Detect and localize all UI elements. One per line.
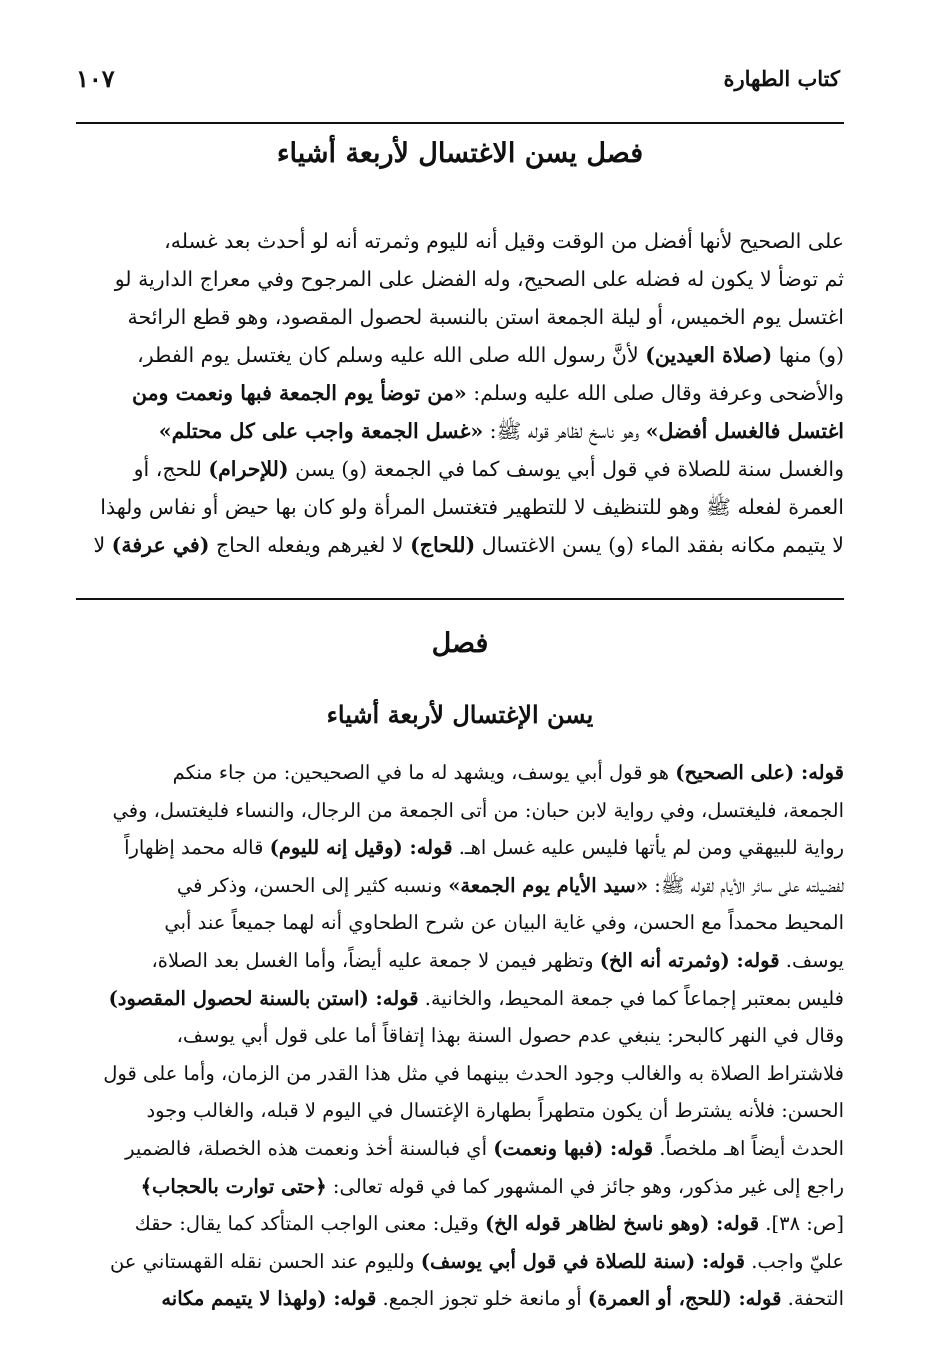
text-line xyxy=(76,1205,844,1243)
emphasized-text: (صلاة العيدين) xyxy=(645,343,773,367)
commentary-block xyxy=(76,754,844,1318)
emphasized-text: اغتسل فالغسل أفضل» xyxy=(645,419,844,443)
text-segment: لا لغيرهم ويفعله الحاج xyxy=(209,533,411,557)
text-segment: العمرة لفعله ﷺ وهو للتنظيف لا للتطهير فتغتسل المرأة ولو كان بها حيض أو نفاس ولهذا xyxy=(100,495,844,519)
text-segment: (و) منها xyxy=(772,343,844,367)
emphasized-text: «غسل الجمعة واجب على كل محتلم» xyxy=(158,419,484,443)
text-segment: الحسن: فلأنه يشترط أن يكون متطهراً بطهارة الإغتسال في اليوم لا قبله، والغالب وجود xyxy=(146,1099,844,1123)
emphasized-text: (للحاج) xyxy=(410,533,476,557)
text-segment: وهو ناسخ لظاهر قوله ﷺ: xyxy=(483,419,646,443)
text-segment: الحدث أيضاً اهـ ملخصاً. xyxy=(653,1136,844,1160)
text-segment: أو مانعة خلو تجوز الجمع. xyxy=(376,1287,588,1311)
text-line xyxy=(76,829,844,867)
emphasized-text: قوله: (سنة للصلاة في قول أبي يوسف) xyxy=(420,1249,746,1273)
text-segment: عليّ واجب. xyxy=(745,1249,844,1273)
text-segment: للحج، أو xyxy=(133,457,209,481)
text-segment: وقيل: معنى الواجب المتأكد كما يقال: حقك xyxy=(134,1212,485,1236)
emphasized-text: قوله: (وقيل إنه لليوم) xyxy=(269,836,453,860)
text-line xyxy=(76,526,844,564)
emphasized-text: قوله: (ولهذا لا يتيمم مكانه xyxy=(161,1287,377,1311)
text-line xyxy=(76,336,844,374)
text-segment: قاله محمد إظهاراً xyxy=(124,836,270,860)
emphasized-text: قوله: (استن بالسنة لحصول المقصود) xyxy=(108,986,419,1010)
text-line xyxy=(76,980,844,1018)
text-line xyxy=(76,754,844,792)
text-line xyxy=(76,792,844,830)
text-segment: المحيط محمداً مع الحسن، وفي غاية البيان عن شرح الطحاوي أنه لهما جميعاً عند أبي xyxy=(164,911,844,935)
emphasized-text: قوله: (وهو ناسخ لظاهر قوله الخ) xyxy=(484,1212,760,1236)
section-subtitle: يسن الإغتسال لأربعة أشياء xyxy=(326,700,594,729)
main-heading: فصل يسن الاغتسال لأربعة أشياء xyxy=(276,138,644,169)
text-line xyxy=(76,1130,844,1168)
text-segment: فلاشتراط الصلاة به والغالب وجود الحدث بينهما في مثل هذا القدر من الزمان، وأما على قول xyxy=(103,1061,844,1085)
text-line xyxy=(76,298,844,336)
text-segment: راجع إلى غير مذكور، وهو جائز في المشهور كما في قوله تعالى: xyxy=(326,1174,844,1198)
running-title: كتاب الطهارة xyxy=(723,66,840,91)
text-segment: ولليوم عند الحسن نقله القهستاني عن xyxy=(109,1249,421,1273)
footnote-divider xyxy=(76,598,844,600)
text-line xyxy=(76,488,844,526)
text-line xyxy=(76,1092,844,1130)
text-line xyxy=(76,867,844,905)
text-line xyxy=(76,222,844,260)
text-line xyxy=(76,450,844,488)
emphasized-text: «من توضأ يوم الجمعة فبها ونعمت ومن xyxy=(131,381,467,405)
header-divider xyxy=(76,122,844,124)
section-title: فصل xyxy=(431,628,489,659)
text-segment: لفضيلته على سائر الأيام لقوله ﷺ: xyxy=(648,873,844,897)
text-segment: يوسف. xyxy=(779,948,844,972)
emphasized-text: (للإحرام) xyxy=(208,457,289,481)
text-segment: لا يتيمم مكانه بفقد الماء (و) يسن الاغتسال xyxy=(475,533,844,557)
emphasized-text: قوله: (وثمرته أنه الخ) xyxy=(599,948,780,972)
text-segment: فليس بمعتبر إجماعاً كما في جمعة المحيط، والخانية. xyxy=(418,986,844,1010)
text-line xyxy=(76,1168,844,1206)
text-segment: [ص: ٣٨]. xyxy=(759,1212,844,1236)
text-line xyxy=(76,942,844,980)
emphasized-text: قوله: (للحج، أو العمرة) xyxy=(587,1287,782,1311)
emphasized-text: ﴿حتى توارت بالحجاب﴾ xyxy=(140,1174,327,1198)
emphasized-text: (على الصحيح) xyxy=(675,761,795,784)
text-line xyxy=(76,1017,844,1055)
text-segment: ثم توضأ لا يكون له فضله على الصحيح، وله الفضل على المرجوح وفي معراج الدارية لو xyxy=(114,267,844,291)
text-segment: وقال في النهر كالبحر: ينبغي عدم حصول السنة بهذا إتفاقاً أما على قول أبي يوسف، xyxy=(176,1024,844,1048)
text-line xyxy=(76,1280,844,1318)
text-line xyxy=(76,904,844,942)
text-line xyxy=(76,412,844,450)
emphasized-text: «سيد الأيام يوم الجمعة» xyxy=(448,873,649,897)
text-segment: والغسل سنة للصلاة في قول أبي يوسف كما في الجمعة (و) يسن xyxy=(288,457,844,481)
text-segment: على الصحيح لأنها أفضل من الوقت وقيل أنه لليوم وثمرته أنه لو أحدث بعد غسله، xyxy=(164,229,844,253)
text-segment: أي فبالسنة أخذ ونعمت هذه الخصلة، فالضمير xyxy=(125,1136,494,1160)
emphasized-text: (في عرفة) xyxy=(111,533,210,557)
text-segment: رواية للبيهقي ومن لم يأتها فليس عليه غسل اهـ. xyxy=(452,836,844,860)
main-text-block xyxy=(76,222,844,564)
page-number: ١٠٧ xyxy=(76,64,115,93)
text-segment: ونسبه كثير إلى الحسن، وذكر في xyxy=(176,873,449,897)
text-line xyxy=(76,260,844,298)
text-line xyxy=(76,374,844,412)
text-segment: هو قول أبي يوسف، ويشهد له ما في الصحيحين: من جاء منكم xyxy=(172,761,676,784)
emphasized-text: قوله: xyxy=(794,761,844,784)
text-segment: الجمعة، فليغتسل، وفي رواية لابن حبان: من أتى الجمعة من الرجال، والنساء فليغتسل، وفي xyxy=(112,798,844,822)
emphasized-text: قوله: (فبها ونعمت) xyxy=(493,1136,654,1160)
text-segment: اغتسل يوم الخميس، أو ليلة الجمعة استن بالنسبة لحصول المقصود، وهو قطع الرائحة xyxy=(127,305,844,329)
text-line xyxy=(76,1055,844,1093)
text-segment: لا xyxy=(93,533,112,557)
page-header xyxy=(76,66,840,106)
text-line xyxy=(76,1243,844,1281)
text-segment: والأضحى وعرفة وقال صلى الله عليه وسلم: xyxy=(466,381,844,405)
text-segment: وتظهر فيمن لا جمعة عليه أيضاً، وأما الغسل بعد الصلاة، xyxy=(151,948,600,972)
text-segment: لأنَّ رسول الله صلى الله عليه وسلم كان يغتسل يوم الفطر، xyxy=(137,343,646,367)
text-segment: التحفة. xyxy=(781,1287,844,1311)
